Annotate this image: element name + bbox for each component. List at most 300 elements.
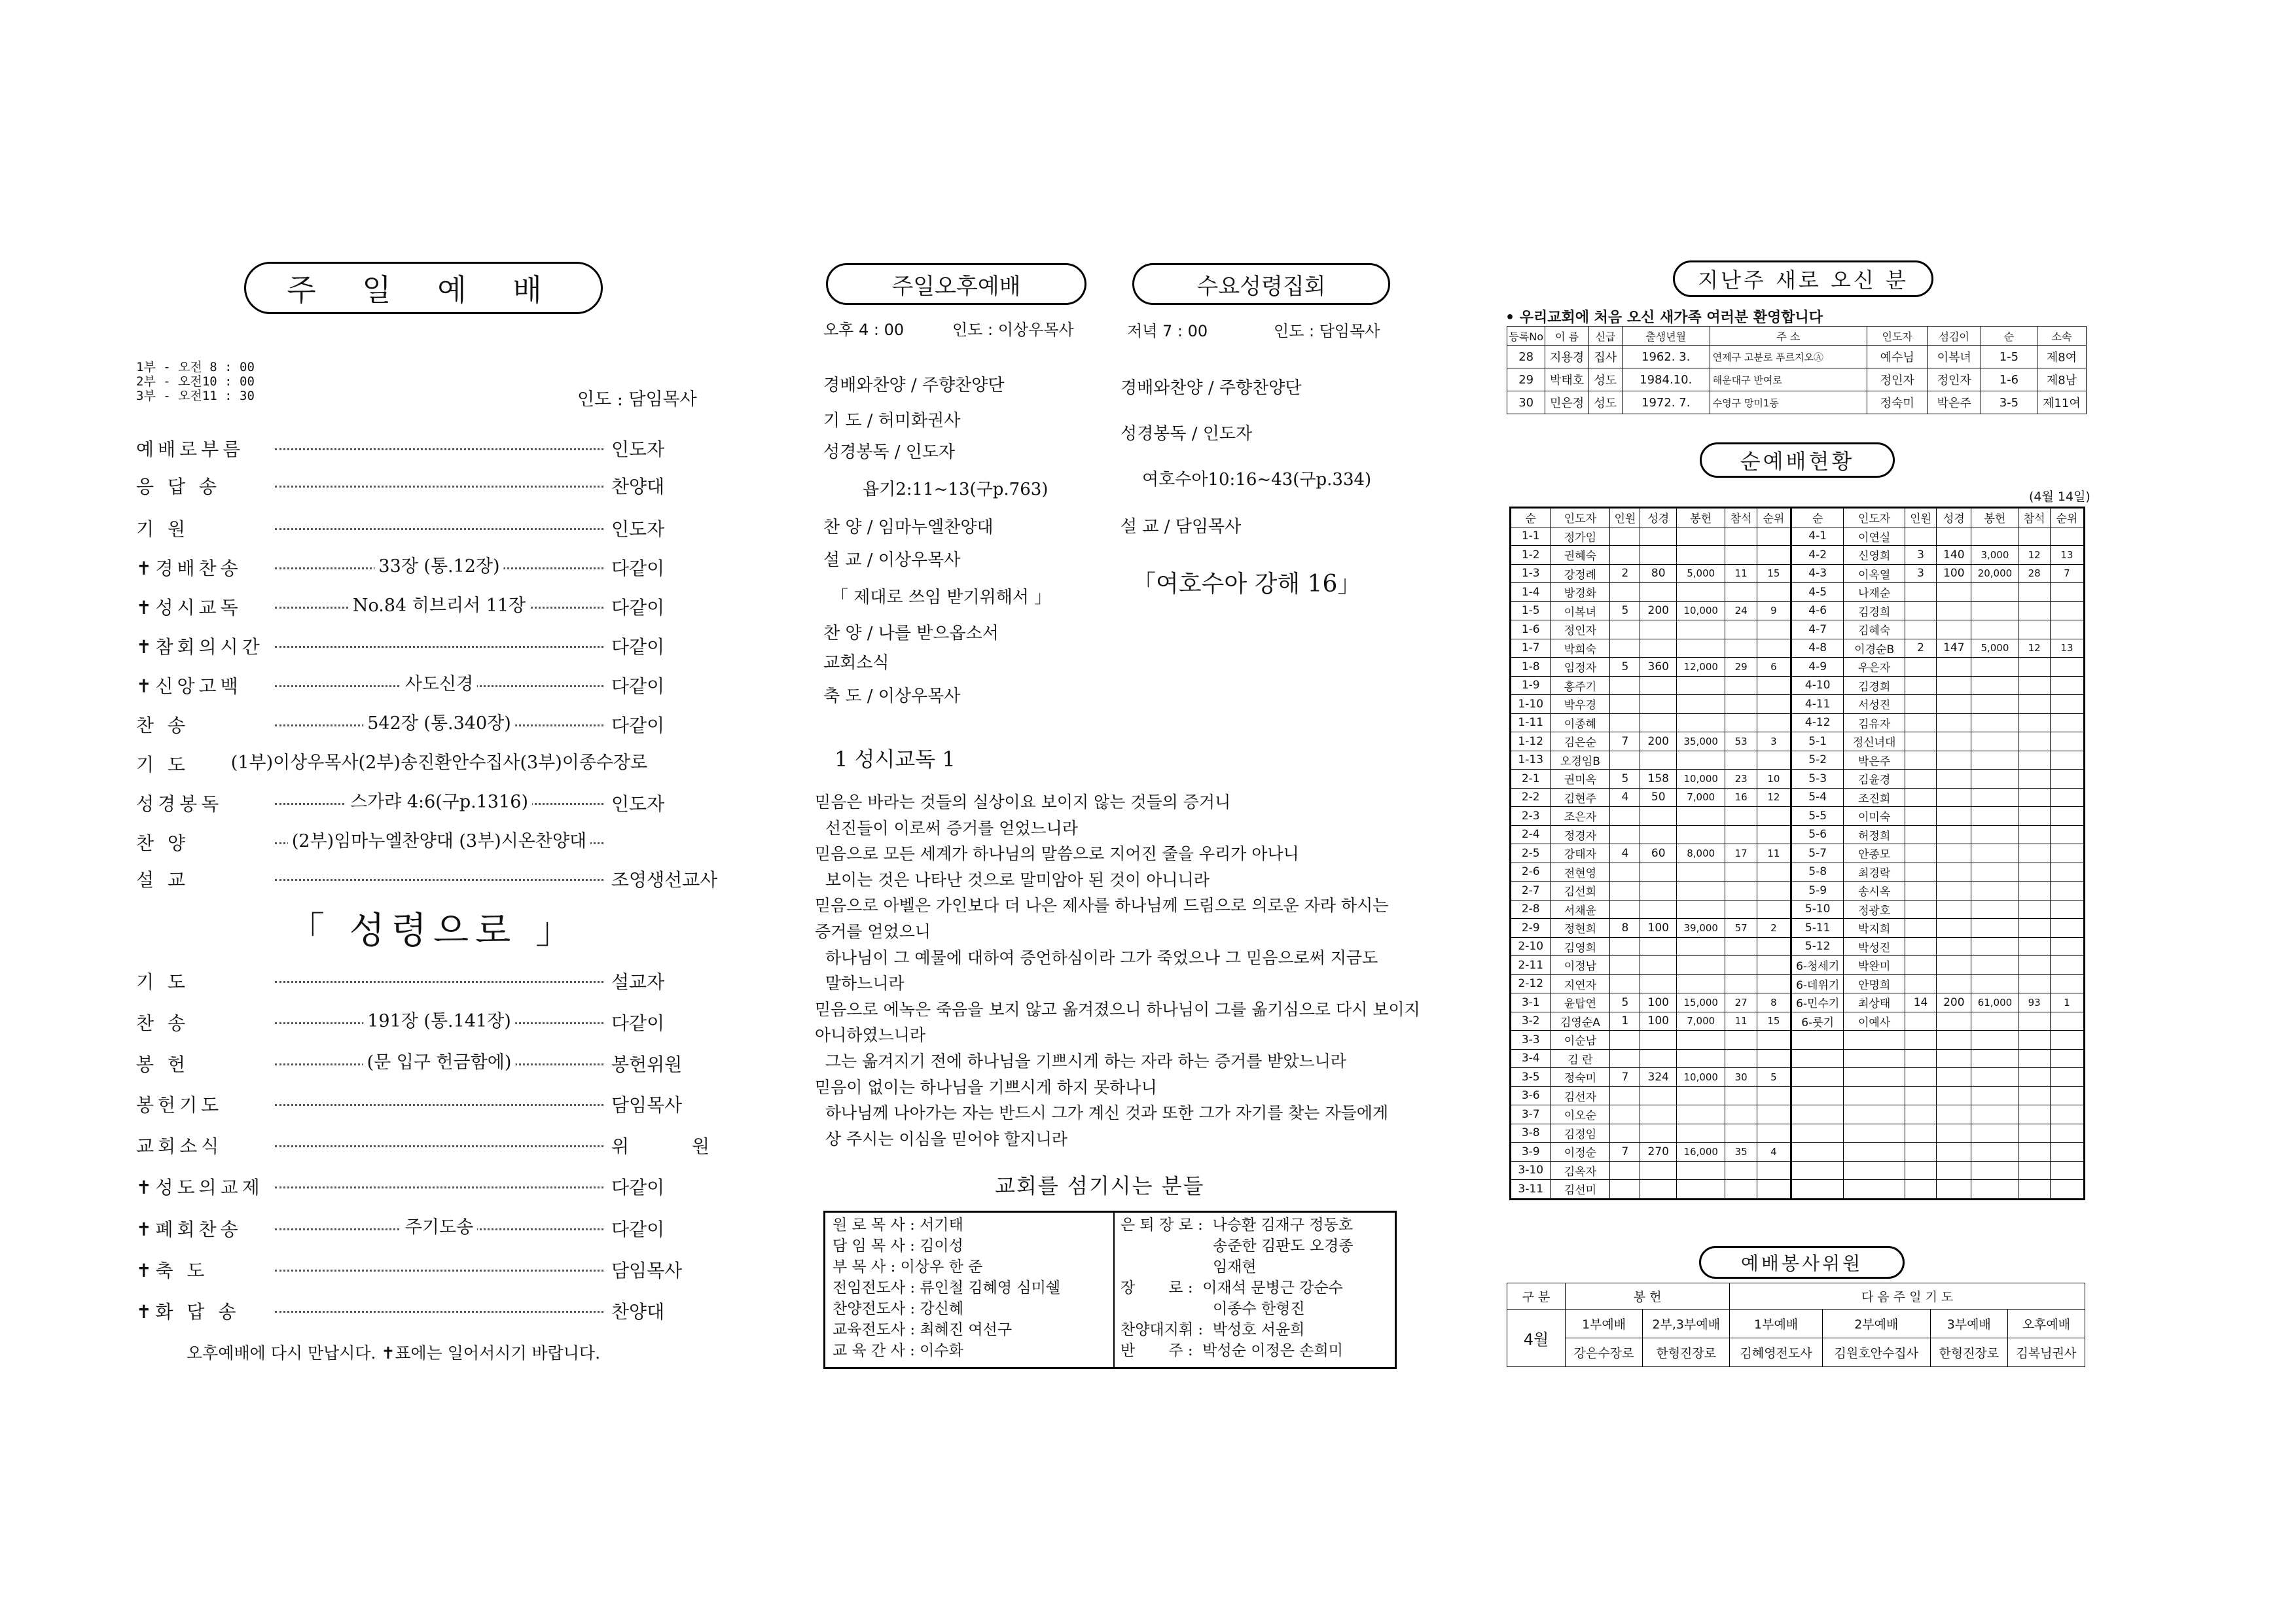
dotted-leader xyxy=(275,1217,603,1238)
attendance-cell: 10,000 xyxy=(1677,601,1725,620)
table-row xyxy=(1511,1049,2085,1068)
attendance-cell xyxy=(2018,1031,2050,1050)
attendance-cell xyxy=(1640,825,1677,844)
attendance-cell xyxy=(1905,919,1936,938)
newcomers-cell: 정인자 xyxy=(1928,368,1981,391)
reading-line: 그는 옮겨지기 전에 하나님을 기쁘시게 하는 자라 하는 증거를 받았느니라 xyxy=(815,1052,1346,1071)
attendance-cell: 5-4 xyxy=(1791,788,1844,807)
attendance-cell: 김선미 xyxy=(1551,1180,1610,1200)
newcomers-header-row xyxy=(1507,327,2087,346)
attendance-cell: 김선희 xyxy=(1551,882,1610,901)
attendance-cell xyxy=(1971,882,2018,901)
order-item xyxy=(136,787,709,819)
attendance-cell xyxy=(1757,1161,1791,1180)
newcomers-cell: 해운대구 반여로 xyxy=(1710,368,1867,391)
order-label: 봉 헌 xyxy=(136,1054,189,1075)
attendance-date: (4월 14일) xyxy=(2029,490,2090,504)
serv-sub-0: 1부예배 xyxy=(1566,1310,1643,1338)
attendance-cell xyxy=(1937,1086,1971,1105)
order-label: ✝화 답 송 xyxy=(136,1301,240,1323)
afternoon-time: 오후 4 : 00 xyxy=(823,321,905,339)
attendance-cell xyxy=(1971,1049,2018,1068)
attendance-cell xyxy=(1971,1012,2018,1031)
serv-col-offering: 봉 헌 xyxy=(1566,1283,1730,1310)
service-time-1: 1부 - 오전 8 : 00 xyxy=(136,360,255,374)
order-person: 인도자 xyxy=(611,793,665,815)
attendance-cell: 김윤경 xyxy=(1844,770,1905,789)
attendance-cell: 7 xyxy=(1610,1143,1640,1162)
attendance-cell xyxy=(1937,1143,1971,1162)
attendance-cell: 김영순A xyxy=(1551,1012,1610,1031)
attendance-cell: 5,000 xyxy=(1971,639,2018,658)
attendance-cell xyxy=(1844,1068,1905,1087)
attendance-cell xyxy=(1937,788,1971,807)
afternoon-line-8: 교회소식 xyxy=(823,653,889,673)
attendance-cell: 3 xyxy=(1905,564,1936,583)
attendance-cell xyxy=(1844,1161,1905,1180)
attendance-cell xyxy=(1937,601,1971,620)
attendance-cell xyxy=(1610,620,1640,639)
attendance-cell xyxy=(1937,583,1971,602)
attendance-cell: 7 xyxy=(2050,564,2084,583)
attendance-header: 참석 xyxy=(2018,508,2050,527)
attendance-cell xyxy=(1844,1031,1905,1050)
attendance-cell: 100 xyxy=(1937,564,1971,583)
attendance-cell xyxy=(1725,695,1757,714)
order-person: 다같이 xyxy=(611,558,665,579)
attendance-cell: 3-2 xyxy=(1511,1012,1551,1031)
attendance-cell: 2 xyxy=(1757,919,1791,938)
attendance-cell xyxy=(2050,937,2084,956)
attendance-cell xyxy=(1610,639,1640,658)
attendance-cell xyxy=(1725,1049,1757,1068)
order-detail: 사도신경 xyxy=(401,669,477,695)
sunday-service-title: 주 일 예 배 xyxy=(244,262,603,314)
attendance-cell: 10,000 xyxy=(1677,1068,1725,1087)
attendance-cell xyxy=(1971,807,2018,826)
attendance-cell: 2-10 xyxy=(1511,937,1551,956)
attendance-cell xyxy=(2018,676,2050,695)
staff-divider xyxy=(1113,1213,1115,1367)
order-label: 설 교 xyxy=(136,869,189,891)
attendance-cell xyxy=(1757,527,1791,546)
attendance-cell: 100 xyxy=(1640,919,1677,938)
attendance-cell xyxy=(2018,732,2050,751)
newcomers-cell: 29 xyxy=(1507,368,1545,391)
attendance-cell xyxy=(1971,1068,2018,1087)
attendance-cell xyxy=(2018,1086,2050,1105)
newcomers-cell: 1962. 3. xyxy=(1622,346,1710,368)
attendance-cell: 15 xyxy=(1757,564,1791,583)
attendance-cell xyxy=(2018,1161,2050,1180)
newcomers-cell: 제11여 xyxy=(2037,391,2086,414)
attendance-cell xyxy=(1905,601,1936,620)
attendance-cell xyxy=(1677,1180,1725,1200)
staff-entry: 교육전도사 : 최혜진 여선구 xyxy=(833,1321,1013,1338)
attendance-cell xyxy=(1971,919,2018,938)
attendance-cell xyxy=(1677,546,1725,565)
attendance-cell: 이순남 xyxy=(1551,1031,1610,1050)
attendance-cell xyxy=(1971,527,2018,546)
attendance-cell: 200 xyxy=(1640,732,1677,751)
attendance-cell xyxy=(1905,583,1936,602)
staff-entry: 이종수 한형진 xyxy=(1213,1300,1305,1317)
newcomers-header: 섬김이 xyxy=(1928,327,1981,346)
attendance-cell xyxy=(1905,1124,1936,1143)
reading-line: 믿음으로 아벨은 가인보다 더 나은 제사를 하나님께 드림으로 의로운 자라 하시는 xyxy=(815,896,1389,916)
attendance-cell xyxy=(1640,1105,1677,1124)
attendance-cell xyxy=(1610,676,1640,695)
attendance-cell xyxy=(1640,882,1677,901)
attendance-cell xyxy=(1937,676,1971,695)
staff-entry: 반 주 : 박성순 이정은 손희미 xyxy=(1121,1342,1343,1359)
attendance-cell: 김현주 xyxy=(1551,788,1610,807)
order-label: ✝성도의교제 xyxy=(136,1177,264,1198)
attendance-cell: 홍주기 xyxy=(1551,676,1610,695)
attendance-cell: 80 xyxy=(1640,564,1677,583)
attendance-cell: 1-4 xyxy=(1511,583,1551,602)
wednesday-leader: 인도 : 담임목사 xyxy=(1274,322,1380,340)
attendance-cell xyxy=(2050,863,2084,882)
attendance-cell xyxy=(1791,1161,1844,1180)
attendance-cell: 3-9 xyxy=(1511,1143,1551,1162)
table-row xyxy=(1511,1031,2085,1050)
newcomers-cell: 지용경 xyxy=(1545,346,1588,368)
wednesday-time: 저녁 7 : 00 xyxy=(1127,322,1208,340)
attendance-cell xyxy=(1905,825,1936,844)
order-label: 기 도 xyxy=(136,971,189,993)
attendance-cell xyxy=(1640,676,1677,695)
order-item xyxy=(136,1047,709,1080)
table-row xyxy=(1511,1180,2085,1200)
order-item xyxy=(136,747,709,780)
attendance-cell xyxy=(2050,974,2084,993)
reading-line: 믿음은 바라는 것들의 실상이요 보이지 않는 것들의 증거니 xyxy=(815,793,1231,812)
newcomers-cell: 집사 xyxy=(1588,346,1622,368)
table-row xyxy=(1511,658,2085,677)
staff-entry: 부 목 사 : 이상우 한 준 xyxy=(833,1258,983,1275)
afternoon-line-7: 찬 양 / 나를 받으옵소서 xyxy=(823,624,999,643)
attendance-cell: 3-7 xyxy=(1511,1105,1551,1124)
attendance-cell: 158 xyxy=(1640,770,1677,789)
attendance-cell: 5 xyxy=(1757,1068,1791,1087)
attendance-cell xyxy=(1610,825,1640,844)
order-detail: (문 입구 헌금함에) xyxy=(363,1048,516,1073)
attendance-header: 인원 xyxy=(1905,508,1936,527)
attendance-cell xyxy=(1610,1031,1640,1050)
attendance-cell xyxy=(1757,546,1791,565)
attendance-cell: 1-11 xyxy=(1511,713,1551,732)
attendance-cell xyxy=(2050,1049,2084,1068)
table-row xyxy=(1511,732,2085,751)
attendance-cell xyxy=(1971,695,2018,714)
attendance-cell: 1 xyxy=(1610,1012,1640,1031)
attendance-cell: 김 란 xyxy=(1551,1049,1610,1068)
newcomers-title: 지난주 새로 오신 분 xyxy=(1673,260,1933,297)
attendance-cell xyxy=(1937,770,1971,789)
attendance-cell: 4-9 xyxy=(1791,658,1844,677)
attendance-cell xyxy=(1937,751,1971,770)
attendance-cell xyxy=(2050,676,2084,695)
attendance-cell: 360 xyxy=(1640,658,1677,677)
attendance-cell xyxy=(1610,863,1640,882)
newcomers-cell: 연제구 고분로 푸르지오Ⓐ xyxy=(1710,346,1867,368)
service-footer: 오후예배에 다시 만납시다. ✝표에는 일어서시기 바랍니다. xyxy=(187,1344,601,1363)
attendance-cell: 이복녀 xyxy=(1551,601,1610,620)
attendance-cell: 29 xyxy=(1725,658,1757,677)
attendance-cell: 4 xyxy=(1610,844,1640,863)
attendance-cell: 2-4 xyxy=(1511,825,1551,844)
newcomers-header: 이 름 xyxy=(1545,327,1588,346)
attendance-cell: 3 xyxy=(1905,546,1936,565)
attendance-cell xyxy=(1971,620,2018,639)
attendance-cell: 김영희 xyxy=(1551,937,1610,956)
attendance-title: 순예배현황 xyxy=(1700,442,1895,478)
newcomers-header: 등록No xyxy=(1507,327,1545,346)
order-label: 찬 양 xyxy=(136,832,189,854)
order-detail: (2부)임마누엘찬양대 (3부)시온찬양대 xyxy=(288,827,590,852)
attendance-cell xyxy=(2050,788,2084,807)
attendance-cell: 전현영 xyxy=(1551,863,1610,882)
attendance-cell: 2 xyxy=(1905,639,1936,658)
attendance-cell: 11 xyxy=(1725,1012,1757,1031)
attendance-cell xyxy=(1905,732,1936,751)
attendance-cell xyxy=(1757,882,1791,901)
attendance-cell: 12 xyxy=(2018,639,2050,658)
attendance-cell: 1-3 xyxy=(1511,564,1551,583)
attendance-cell xyxy=(2018,919,2050,938)
attendance-cell xyxy=(1937,900,1971,919)
attendance-cell xyxy=(1971,900,2018,919)
attendance-cell: 3-5 xyxy=(1511,1068,1551,1087)
attendance-cell xyxy=(1610,956,1640,975)
attendance-cell xyxy=(1640,1161,1677,1180)
attendance-cell: 15 xyxy=(1757,1012,1791,1031)
attendance-cell xyxy=(1677,825,1725,844)
attendance-cell: 3-3 xyxy=(1511,1031,1551,1050)
attendance-cell xyxy=(1677,620,1725,639)
attendance-cell: 김정임 xyxy=(1551,1124,1610,1143)
attendance-cell: 2-9 xyxy=(1511,919,1551,938)
attendance-cell: 13 xyxy=(2050,639,2084,658)
attendance-cell xyxy=(1905,844,1936,863)
attendance-cell: 15,000 xyxy=(1677,993,1725,1012)
order-person: 다같이 xyxy=(611,715,665,736)
attendance-header: 인도자 xyxy=(1551,508,1610,527)
attendance-cell xyxy=(1937,620,1971,639)
attendance-cell xyxy=(1640,937,1677,956)
table-row xyxy=(1511,993,2085,1012)
attendance-cell xyxy=(1757,956,1791,975)
staff-entry: 찬양전도사 : 강신혜 xyxy=(833,1300,964,1317)
attendance-cell xyxy=(2050,527,2084,546)
attendance-cell: 27 xyxy=(1725,993,1757,1012)
attendance-cell: 1-8 xyxy=(1511,658,1551,677)
wednesday-line-1: 성경봉독 / 인도자 xyxy=(1121,424,1253,444)
attendance-cell: 정현희 xyxy=(1551,919,1610,938)
attendance-cell xyxy=(1677,676,1725,695)
attendance-cell xyxy=(1757,639,1791,658)
reading-line: 믿음이 없이는 하나님을 기쁘시게 하지 못하나니 xyxy=(815,1077,1157,1097)
attendance-cell xyxy=(2050,1105,2084,1124)
attendance-cell xyxy=(2018,1180,2050,1200)
dotted-leader xyxy=(275,484,603,488)
attendance-cell: 324 xyxy=(1640,1068,1677,1087)
attendance-cell xyxy=(1677,974,1725,993)
attendance-cell: 정신녀대 xyxy=(1844,732,1905,751)
attendance-cell xyxy=(1610,546,1640,565)
attendance-cell: 1 xyxy=(2050,993,2084,1012)
attendance-cell xyxy=(1610,527,1640,546)
attendance-header: 봉헌 xyxy=(1677,508,1725,527)
attendance-cell xyxy=(1905,1068,1936,1087)
attendance-cell xyxy=(1937,527,1971,546)
attendance-cell: 5 xyxy=(1610,770,1640,789)
attendance-cell xyxy=(1905,1180,1936,1200)
attendance-cell xyxy=(2018,956,2050,975)
attendance-cell: 정인자 xyxy=(1551,620,1610,639)
table-row xyxy=(1507,368,2087,391)
order-item xyxy=(136,1212,709,1245)
attendance-cell: 2-12 xyxy=(1511,974,1551,993)
order-label: ✝경배찬송 xyxy=(136,558,242,579)
attendance-cell: 3,000 xyxy=(1971,546,2018,565)
attendance-cell xyxy=(1640,1049,1677,1068)
dotted-leader xyxy=(275,556,603,577)
order-item xyxy=(136,432,709,465)
attendance-cell: 이경순B xyxy=(1844,639,1905,658)
attendance-cell: 이정남 xyxy=(1551,956,1610,975)
attendance-cell xyxy=(1905,1012,1936,1031)
order-person: 봉헌위원 xyxy=(611,1054,683,1075)
order-label: 응 답 송 xyxy=(136,476,221,497)
attendance-cell xyxy=(1757,1031,1791,1050)
staff-entry: 원 로 목 사 : 서기태 xyxy=(833,1217,963,1234)
attendance-cell xyxy=(1677,1161,1725,1180)
attendance-cell: 박완미 xyxy=(1844,956,1905,975)
order-detail: 191장 (통.141장) xyxy=(363,1007,515,1032)
attendance-cell xyxy=(1640,751,1677,770)
serv-name-4: 한형진장로 xyxy=(1930,1338,2007,1367)
attendance-cell xyxy=(1610,1105,1640,1124)
attendance-cell xyxy=(1757,807,1791,826)
table-row xyxy=(1511,937,2085,956)
attendance-cell xyxy=(1791,1068,1844,1087)
attendance-header: 성경 xyxy=(1640,508,1677,527)
attendance-cell xyxy=(1725,974,1757,993)
attendance-cell: 정광호 xyxy=(1844,900,1905,919)
attendance-cell xyxy=(2050,919,2084,938)
attendance-cell xyxy=(1725,937,1757,956)
dotted-leader xyxy=(275,791,603,812)
attendance-cell xyxy=(1725,882,1757,901)
attendance-cell xyxy=(1610,1049,1640,1068)
order-item xyxy=(136,630,709,662)
order-detail: No.84 히브리서 11장 xyxy=(349,591,529,616)
attendance-cell xyxy=(2018,1068,2050,1087)
reading-line: 믿음으로 에녹은 죽음을 보지 않고 옮겨졌으니 하나님이 그를 옮기심으로 다시 보이지 xyxy=(815,999,1420,1019)
attendance-cell xyxy=(1640,1031,1677,1050)
attendance-cell: 1-9 xyxy=(1511,676,1551,695)
staff-title: 교회를 섬기시는 분들 xyxy=(995,1173,1205,1198)
table-row xyxy=(1511,900,2085,919)
attendance-cell xyxy=(1905,956,1936,975)
attendance-cell: 35,000 xyxy=(1677,732,1725,751)
attendance-cell xyxy=(1905,620,1936,639)
attendance-cell xyxy=(2018,620,2050,639)
attendance-cell: 5-7 xyxy=(1791,844,1844,863)
serv-sub-3: 2부예배 xyxy=(1822,1310,1930,1338)
attendance-cell xyxy=(1937,974,1971,993)
newcomers-cell: 성도 xyxy=(1588,368,1622,391)
attendance-cell xyxy=(1937,695,1971,714)
order-person: 다같이 xyxy=(611,636,665,658)
attendance-cell xyxy=(1725,751,1757,770)
attendance-cell xyxy=(1610,1124,1640,1143)
attendance-cell xyxy=(1610,937,1640,956)
attendance-cell: 16,000 xyxy=(1677,1143,1725,1162)
order-person: 다같이 xyxy=(611,597,665,618)
table-row xyxy=(1511,695,2085,714)
dotted-leader xyxy=(275,1268,603,1272)
newcomers-cell: 1-5 xyxy=(1981,346,2037,368)
table-row xyxy=(1511,1161,2085,1180)
service-committee-title: 예배봉사위원 xyxy=(1699,1246,1905,1279)
attendance-cell xyxy=(1937,956,1971,975)
order-item xyxy=(136,1294,709,1327)
attendance-cell: 5-8 xyxy=(1791,863,1844,882)
attendance-cell: 4-5 xyxy=(1791,583,1844,602)
attendance-cell: 정가임 xyxy=(1551,527,1610,546)
attendance-cell xyxy=(1971,601,2018,620)
table-row xyxy=(1511,676,2085,695)
attendance-header-row xyxy=(1511,508,2085,527)
attendance-header: 순 xyxy=(1511,508,1551,527)
newcomers-cell: 1972. 7. xyxy=(1622,391,1710,414)
attendance-cell xyxy=(1971,583,2018,602)
attendance-cell xyxy=(1725,527,1757,546)
attendance-cell: 147 xyxy=(1937,639,1971,658)
attendance-cell xyxy=(1725,713,1757,732)
service-leader: 인도 : 담임목사 xyxy=(577,389,697,410)
attendance-cell: 3-4 xyxy=(1511,1049,1551,1068)
serv-sub-1: 2부,3부예배 xyxy=(1643,1310,1730,1338)
order-item xyxy=(136,512,709,544)
attendance-cell: 7 xyxy=(1610,1068,1640,1087)
attendance-cell xyxy=(1791,1124,1844,1143)
attendance-cell xyxy=(1725,1161,1757,1180)
attendance-cell xyxy=(1905,676,1936,695)
attendance-cell xyxy=(1971,1105,2018,1124)
attendance-cell xyxy=(1610,751,1640,770)
attendance-cell xyxy=(1971,676,2018,695)
reading-line: 말하느니라 xyxy=(815,974,905,993)
attendance-cell xyxy=(2050,1180,2084,1200)
attendance-cell: 8 xyxy=(1757,993,1791,1012)
attendance-cell: 6 xyxy=(1757,658,1791,677)
dotted-leader xyxy=(275,1103,603,1106)
attendance-cell xyxy=(1905,1161,1936,1180)
order-item xyxy=(136,1088,709,1120)
attendance-cell xyxy=(1937,1161,1971,1180)
attendance-cell xyxy=(2050,825,2084,844)
attendance-cell xyxy=(2050,1086,2084,1105)
order-person: 다같이 xyxy=(611,675,665,697)
attendance-cell: 이정순 xyxy=(1551,1143,1610,1162)
attendance-cell xyxy=(1757,713,1791,732)
attendance-cell xyxy=(2050,1161,2084,1180)
attendance-cell: 4-2 xyxy=(1791,546,1844,565)
